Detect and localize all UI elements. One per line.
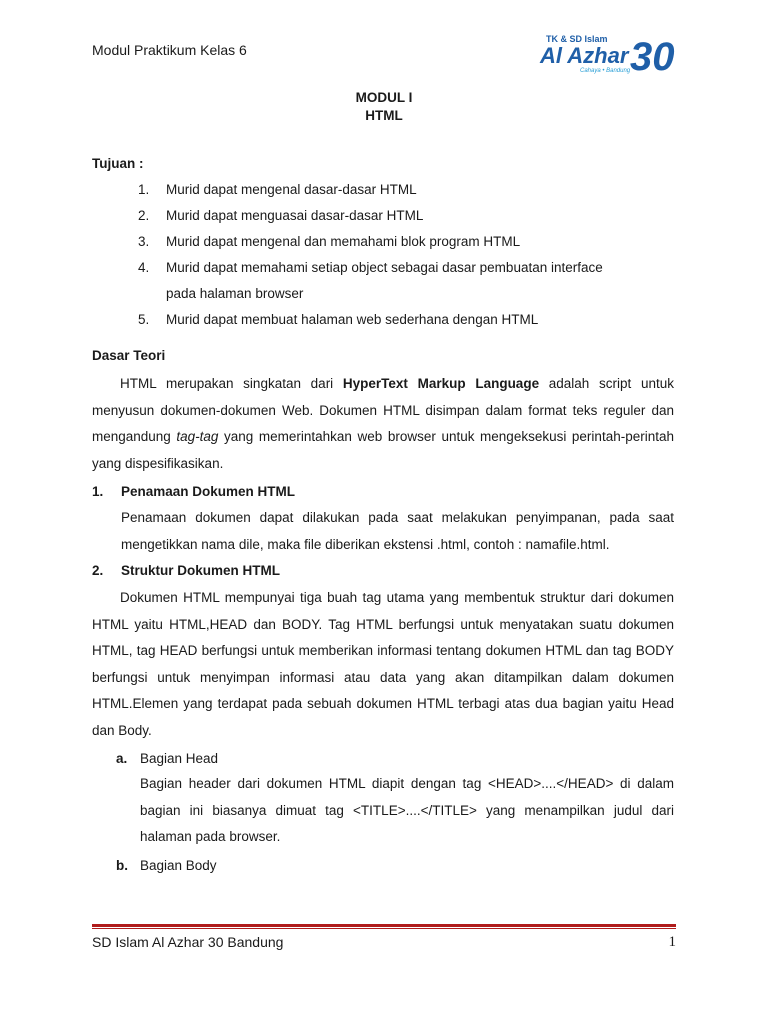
section-number: 1.: [92, 484, 104, 499]
list-item: 4. Murid dapat memahami setiap object sebagai dasar pembuatan interface: [138, 260, 603, 275]
list-item-continued: pada halaman browser: [166, 286, 304, 301]
logo-main-text: Al Azhar: [540, 43, 629, 68]
section-body: Dokumen HTML mempunyai tiga buah tag utama yang membentuk struktur dari dokumen HTML yaitu HTML,HEAD dan BODY. Tag HTML berfungsi untuk menyatakan suatu dokumen HTML, tag HEAD berfungsi untuk memberikan informasi tentang dokumen HTML dan tag BODY berfungsi untuk menyimpan informasi atau data yang akan ditampilkan dalam dokumen HTML.Elemen yang terdapat pada sebuah dokumen HTML terbagi atas dua bagian yaitu Head dan Body.: [92, 590, 674, 738]
section-body: Penamaan dokumen dapat dilakukan pada saat melakukan penyimpanan, pada saat mengetikkan nama dile, maka file diberikan ekstensi .html, contoh : namafile.html.: [121, 510, 674, 552]
subsection-letter: b.: [116, 858, 128, 873]
logo-sub-text: Cahaya • Bandung: [580, 68, 631, 74]
tujuan-list: [92, 177, 682, 333]
section-number: 2.: [92, 563, 104, 578]
intro-paragraph: HTML merupakan singkatan dari HyperText Markup Language adalah script untuk menyusun dokumen-dokumen Web. Dokumen HTML disimpan dalam format teks reguler dan mengandung tag-tag yang memerintahkan web browser untuk mengeksekusi perintah-perintah yang dispesifikasikan.: [92, 376, 674, 471]
subsection-letter: a.: [116, 751, 128, 766]
list-item: 2. Murid dapat menguasai dasar-dasar HTML: [138, 208, 424, 223]
header-title: Modul Praktikum Kelas 6: [92, 42, 247, 58]
tujuan-label: Tujuan :: [92, 156, 144, 171]
page-number: 1: [668, 934, 676, 950]
section-title: Penamaan Dokumen HTML: [121, 484, 296, 499]
dasar-teori-label: Dasar Teori: [92, 348, 166, 363]
subsection-title: Bagian Head: [140, 751, 219, 766]
footer-rule-thin: [92, 928, 676, 929]
footer-school-name: SD Islam Al Azhar 30 Bandung: [92, 934, 284, 950]
list-item: 5. Murid dapat membuat halaman web sederhana dengan HTML: [138, 312, 539, 327]
list-item: 1. Murid dapat mengenal dasar-dasar HTML: [138, 182, 417, 197]
footer-rule: [92, 924, 676, 927]
subsection-title: Bagian Body: [140, 858, 217, 873]
module-subtitle: HTML: [365, 108, 403, 123]
subsection-body: Bagian header dari dokumen HTML diapit dengan tag <HEAD>....</HEAD> di dalam bagian ini biasanya dimuat tag <TITLE>....</TITLE> yang menampilkan judul dari halaman pada browser.: [140, 776, 674, 844]
school-logo: [538, 30, 690, 78]
section-title: Struktur Dokumen HTML: [121, 563, 281, 578]
list-item: 3. Murid dapat mengenal dan memahami blok program HTML: [138, 234, 521, 249]
logo-top-text: TK & SD Islam: [546, 34, 608, 44]
module-title: MODUL I: [355, 90, 413, 105]
logo-number: 30: [630, 35, 675, 78]
